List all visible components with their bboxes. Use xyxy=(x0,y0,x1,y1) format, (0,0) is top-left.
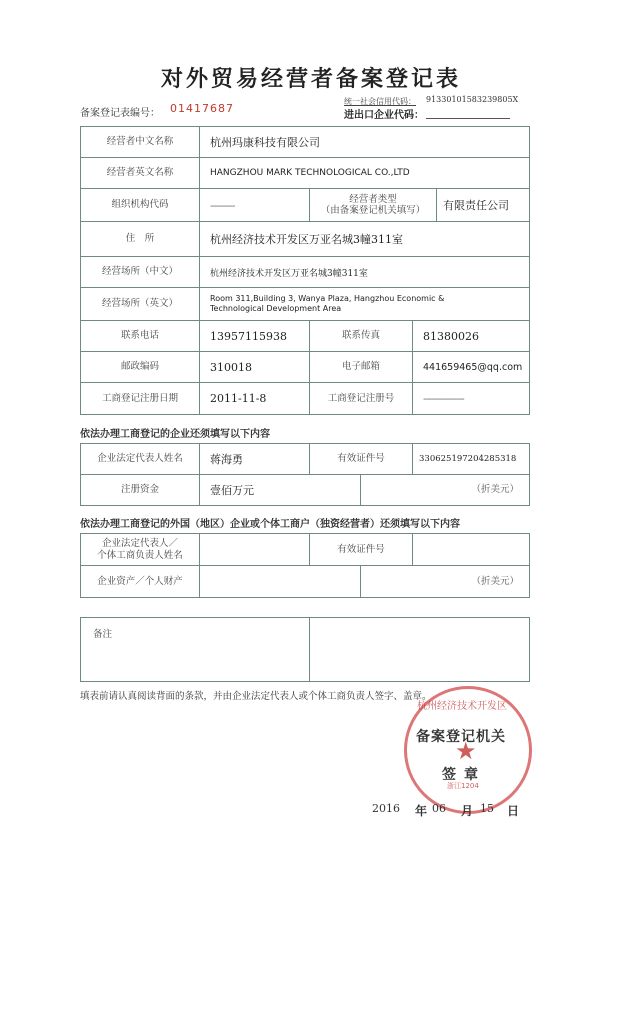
fax-label: 联系传真 xyxy=(310,321,413,352)
en-name-value: HANGZHOU MARK TECHNOLOGICAL CO.,LTD xyxy=(200,158,530,189)
assets-value xyxy=(200,566,361,598)
seal-ring-text: 杭州经济技术开发区 xyxy=(417,701,507,712)
email-value: 441659465@qq.com xyxy=(413,352,530,383)
fax-value: 81380026 xyxy=(413,321,530,352)
star-icon: ★ xyxy=(455,737,477,765)
registration-date-label: 工商登记注册日期 xyxy=(81,383,200,415)
official-seal-stamp xyxy=(404,686,532,814)
form-number-value: 01417687 xyxy=(170,102,234,115)
foreign-table xyxy=(80,533,530,598)
registered-capital-value: 壹佰万元 xyxy=(200,475,361,506)
place-en-label: 经营场所（英文） xyxy=(81,288,200,321)
place-en-value: Room 311,Building 3, Wanya Plaza, Hangzhou Economic & Technological Development Area xyxy=(200,288,530,321)
registration-number-value: --------------- xyxy=(413,383,530,415)
remarks-label: 备注 xyxy=(93,629,113,640)
signature-seal-label: 签章 xyxy=(442,767,486,783)
place-cn-value: 杭州经济技术开发区万亚名城3幢311室 xyxy=(200,257,530,288)
foreign-rep-label-line1: 企业法定代表人／ xyxy=(101,538,178,550)
page-title: 对外贸易经营者备案登记表 xyxy=(160,66,461,92)
date-year: 2016 xyxy=(372,802,400,815)
assets-usd-unit: （折美元） xyxy=(361,566,530,598)
remarks-table xyxy=(80,617,530,682)
capital-usd-unit: （折美元） xyxy=(361,475,530,506)
foreign-rep-value xyxy=(200,534,310,566)
seal-number: 浙江1204 xyxy=(447,782,479,790)
operator-type-label-cell xyxy=(310,189,437,222)
id-number-label: 有效证件号 xyxy=(310,444,413,475)
registration-number-label: 工商登记注册号 xyxy=(310,383,413,415)
phone-label: 联系电话 xyxy=(81,321,200,352)
remarks-right-cell xyxy=(310,618,530,682)
credit-code-label: 统一社会信用代码： xyxy=(344,97,416,106)
org-code-value: --------- xyxy=(200,189,310,222)
foreign-section-title: 依法办理工商登记的外国（地区）企业或个体工商户（独资经营者）还须填写以下内容 xyxy=(80,519,460,530)
cn-name-label: 经营者中文名称 xyxy=(81,127,200,158)
address-value: 杭州经济技术开发区万亚名城3幢311室 xyxy=(200,222,530,257)
registration-date-value: 2011-11-8 xyxy=(200,383,310,415)
assets-label: 企业资产／个人财产 xyxy=(81,566,200,598)
legal-rep-label: 企业法定代表人姓名 xyxy=(81,444,200,475)
date-day: 15 xyxy=(480,802,494,815)
import-export-code-blank xyxy=(426,118,510,119)
main-info-table xyxy=(80,126,530,415)
date-month: 06 xyxy=(432,802,446,815)
date-month-unit: 月 xyxy=(461,804,474,818)
foreign-rep-label-line2: 个体工商负责人姓名 xyxy=(97,549,183,561)
id-number-value: 330625197204285318 xyxy=(413,444,530,475)
legal-rep-value: 蒋海勇 xyxy=(200,444,310,475)
instruction-note: 填表前请认真阅读背面的条款，并由企业法定代表人或个体工商负责人签字、盖章。 xyxy=(80,691,432,702)
email-label: 电子邮箱 xyxy=(310,352,413,383)
address-label: 住 所 xyxy=(81,222,200,257)
phone-value: 13957115938 xyxy=(200,321,310,352)
filing-authority-label: 备案登记机关 xyxy=(416,729,506,745)
foreign-id-value xyxy=(413,534,530,566)
org-code-label: 组织机构代码 xyxy=(81,189,200,222)
remarks-left-cell xyxy=(81,618,310,682)
en-name-label: 经营者英文名称 xyxy=(81,158,200,189)
enterprise-table xyxy=(80,443,530,506)
operator-type-value: 有限责任公司 xyxy=(437,189,530,222)
foreign-rep-label-cell xyxy=(81,534,200,566)
date-year-unit: 年 xyxy=(415,804,428,818)
form-number-label: 备案登记表编号： xyxy=(80,108,160,119)
import-export-code-label: 进出口企业代码： xyxy=(344,110,424,121)
credit-code-value: 91330101583239805X xyxy=(426,95,519,104)
date-day-unit: 日 xyxy=(507,804,520,818)
place-cn-label: 经营场所（中文） xyxy=(81,257,200,288)
cn-name-value: 杭州玛康科技有限公司 xyxy=(200,127,530,158)
postcode-value: 310018 xyxy=(200,352,310,383)
registered-capital-label: 注册资金 xyxy=(81,475,200,506)
operator-type-sub-label: （由备案登记机关填写） xyxy=(320,205,426,216)
postcode-label: 邮政编码 xyxy=(81,352,200,383)
enterprise-section-title: 依法办理工商登记的企业还须填写以下内容 xyxy=(80,429,270,440)
foreign-id-label: 有效证件号 xyxy=(310,534,413,566)
operator-type-label: 经营者类型 xyxy=(349,193,397,205)
